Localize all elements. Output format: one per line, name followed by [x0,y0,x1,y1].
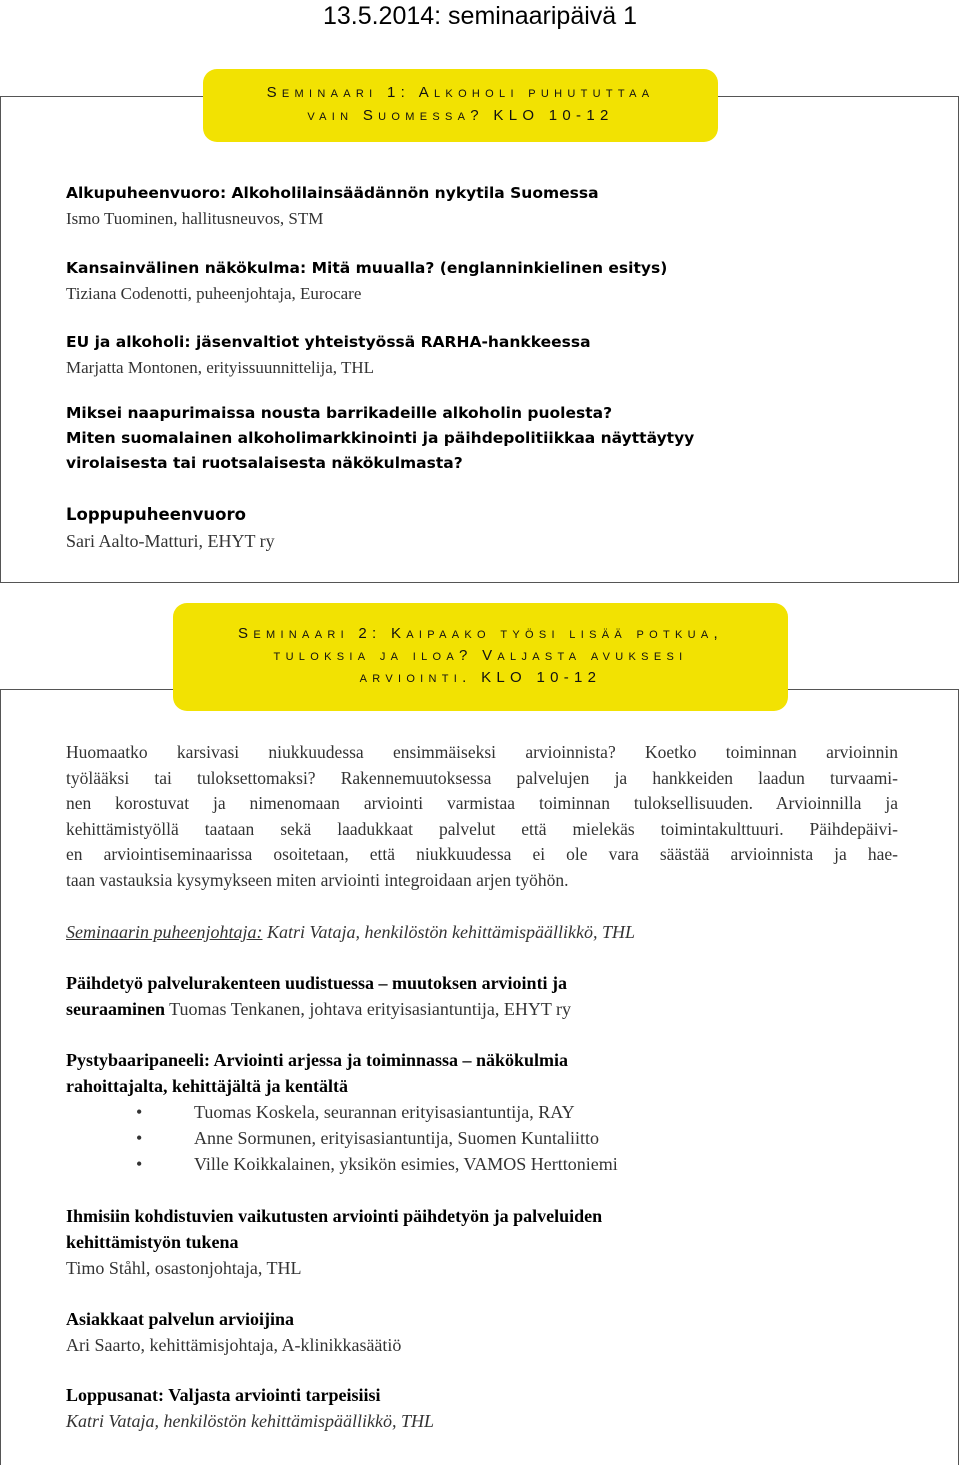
chair-name: Katri Vataja, henkilöstön kehittämispäällikkö, THL [262,922,635,942]
seminar-1-talk-3 [66,330,896,380]
seminar-2-talk-3 [66,1306,896,1358]
panelist-list [66,1099,896,1177]
talk-speaker: Tiziana Codenotti, puheenjohtaja, Eurocare [66,284,362,303]
seminar-2-talk-1 [66,970,896,1022]
panel-line-2: Miten suomalainen alkoholimarkkinointi ja päihdepolitiikkaa näyttäytyy [66,429,695,447]
seminar-2-banner-line-3: arviointi. KLO 10-12 [359,669,602,686]
talk-title: Asiakkaat palvelun arvioijina [66,1309,295,1329]
panel-line-3: virolaisesta tai ruotsalaisesta näkökulmasta? [66,454,463,472]
panel-title-line-1: Pystybaaripaneeli: Arviointi arjessa ja toiminnassa – näkökulmia [66,1050,569,1070]
talk-title-line-1: Ihmisiin kohdistuvien vaikutusten arviointi päihdetyön ja palveluiden [66,1206,603,1226]
seminar-2-banner-line-1: Seminaari 2: Kaipaako työsi lisää potkua, [238,625,723,642]
page-title: 13.5.2014: seminaaripäivä 1 [322,2,638,30]
seminar-2-panel [66,1047,896,1099]
intro-line: Huomaatko karsivasi niukkuudessa ensimmäiseksi arvioinnista? Koetko toiminnan arvioinnin [66,742,898,762]
talk-speaker: Tuomas Tenkanen, johtava erityisasiantuntija, EHYT ry [165,999,572,1019]
closing-title: Loppusanat: Valjasta arviointi tarpeisiisi [66,1385,381,1405]
seminar-1-panel [66,401,896,476]
bullet-icon: • [136,1128,143,1148]
seminar-1-talk-2 [66,256,896,306]
talk-title: EU ja alkoholi: jäsenvaltiot yhteistyössä RARHA-hankkeessa [66,333,591,351]
talk-title-line-1: Päihdetyö palvelurakenteen uudistuessa – muutoksen arviointi ja [66,973,568,993]
intro-line: työlääksi tai tuloksettomaksi? Rakennemuutoksessa palvelujen ja hankkeiden laadun turvaami- [66,767,898,788]
panel-line-1: Miksei naapurimaissa nousta barrikadeille alkoholin puolesta? [66,404,613,422]
talk-title-line-2: seuraaminen [66,999,165,1019]
talk-speaker: Ari Saarto, kehittämisjohtaja, A-klinikkasäätiö [66,1335,402,1355]
seminar-1-banner [203,69,718,142]
closing-speaker: Katri Vataja, henkilöstön kehittämispäällikkö, THL [66,1411,434,1431]
seminar-2-chair [66,920,896,945]
seminar-1-banner-line-2: vain Suomessa? KLO 10-12 [307,107,614,124]
panelist-name: Ville Koikkalainen, yksikön esimies, VAMOS Herttoniemi [194,1154,618,1174]
bullet-icon: • [136,1102,143,1122]
talk-speaker: Ismo Tuominen, hallitusneuvos, STM [66,209,324,228]
intro-line: en arviointiseminaarissa osoitetaan, että niukkuudessa ei ole vara säästää arvioinnista ja hae- [66,844,898,865]
closing-title: Loppupuheenvuoro [66,505,246,524]
closing-speaker: Sari Aalto-Matturi, EHYT ry [66,531,275,551]
panel-title-line-2: rahoittajalta, kehittäjältä ja kentältä [66,1076,348,1096]
panelist-name: Tuomas Koskela, seurannan erityisasiantuntija, RAY [194,1102,575,1122]
seminar-1-closing [66,502,896,554]
talk-speaker: Marjatta Montonen, erityissuunnittelija, THL [66,358,374,377]
panelist-name: Anne Sormunen, erityisasiantuntija, Suomen Kuntaliitto [194,1128,599,1148]
seminar-1-banner-line-1: Seminaari 1: Alkoholi puhututtaa [266,84,655,101]
intro-line: nen korostuvat ja nimenomaan arviointi varmistaa toiminnan tuloksellisuuden. Arvioinnilla ja [66,793,898,814]
seminar-2-talk-2 [66,1203,896,1281]
seminar-2-closing [66,1382,896,1434]
talk-title: Kansainvälinen näkökulma: Mitä muualla? (englanninkielinen esitys) [66,259,668,277]
list-item [66,1099,896,1125]
seminar-2-banner-line-2: tuloksia ja iloa? Valjasta avuksesi [273,647,688,664]
intro-line: kehittämistyöllä taataan sekä laadukkaat palvelut että mielekäs toimintakulttuuri. Päihdepäivi- [66,818,898,839]
seminar-2-banner [173,603,788,711]
talk-title-line-2: kehittämistyön tukena [66,1232,239,1252]
talk-speaker: Timo Ståhl, osastonjohtaja, THL [66,1258,302,1278]
bullet-icon: • [136,1154,143,1174]
seminar-2-intro [66,740,898,894]
talk-title: Alkupuheenvuoro: Alkoholilainsäädännön nykytila Suomessa [66,184,599,202]
list-item [66,1151,896,1177]
chair-label: Seminaarin puheenjohtaja: [66,922,263,942]
seminar-1-talk-1 [66,181,896,231]
list-item [66,1125,896,1151]
intro-line: taan vastauksia kysymykseen miten arviointi integroidaan arjen työhön. [66,869,569,890]
